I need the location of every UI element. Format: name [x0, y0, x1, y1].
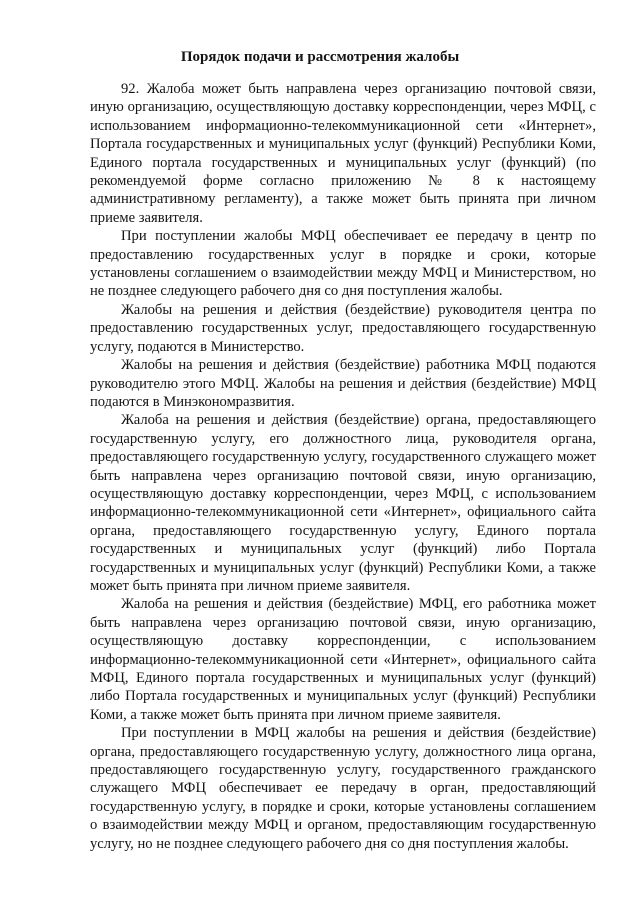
paragraph-92: 92. Жалоба может быть направлена через организацию почтовой связи, иную организацию, осуществляющую доставку корреспонденции, через МФЦ, с использованием информационно-телекоммуникационной сети «Интернет», Портала государственных и муниципальных услуг (функций) Республики Коми, Единого портала государственных и муниципальных услуг (функций) (по рекомендуемой форме согласно приложению № 8 к настоящему административному регламенту), а также может быть принята при личном приеме заявителя. [90, 81, 596, 226]
paragraph-mfc-worker-complaints: Жалобы на решения и действия (бездействие) работника МФЦ подаются руководителю этого МФЦ. Жалобы на решения и действия (бездействие) МФЦ подаются в Минэкономразвития. [90, 357, 596, 410]
paragraph-authority-complaints: Жалоба на решения и действия (бездействие) органа, предоставляющего государственную услугу, его должностного лица, руководителя органа, предоставляющего государственную услугу, государственного служащего может быть направлена через организацию почтовой связи, иную организацию, осуществляющую доставку корреспонденции, через МФЦ, с использованием информационно-телекоммуникационной сети «Интернет», официального сайта органа, предоставляющего государственную услугу, Единого портала государственных и муниципальных услуг (функций) либо Портала государственных и муниципальных услуг (функций) Республики Коми, а также может быть принята при личном приеме заявителя. [90, 412, 596, 594]
paragraph-mfc-forwarding: При поступлении в МФЦ жалобы на решения и действия (бездействие) органа, предоставляющего государственную услугу, должностного лица органа, предоставляющего государственную услугу, государственного гражданского служащего МФЦ обеспечивает ее передачу в орган, предоставляющий государственную услугу, в порядке и сроки, которые установлены соглашением о взаимодействии между МФЦ и органом, предоставляющим государственную услугу, но не позднее следующего рабочего дня со дня поступления жалобы. [90, 725, 596, 852]
page-title: Порядок подачи и рассмотрения жалобы [180, 49, 460, 65]
paragraph-mfc-transfer: При поступлении жалобы МФЦ обеспечивает ее передачу в центр по предоставлению государственных услуг в порядке и сроки, которые установлены соглашением о взаимодействии между МФЦ и Министерством, но не позднее следующего рабочего дня со дня поступления жалобы. [90, 228, 596, 300]
document-body [90, 80, 596, 853]
paragraph-mfc-complaints: Жалоба на решения и действия (бездействие) МФЦ, его работника может быть направлена через организацию почтовой связи, иную организацию, осуществляющую доставку корреспонденции, с использованием информационно-телекоммуникационной сети «Интернет», официального сайта МФЦ, Единого портала государственных и муниципальных услуг (функций) либо Портала государственных и муниципальных услуг (функций) Республики Коми, а также может быть принята при личном приеме заявителя. [90, 596, 596, 723]
paragraph-center-head-complaints: Жалобы на решения и действия (бездействие) руководителя центра по предоставлению государственных услуг, предоставляющего государственную услугу, подаются в Министерство. [90, 301, 596, 355]
